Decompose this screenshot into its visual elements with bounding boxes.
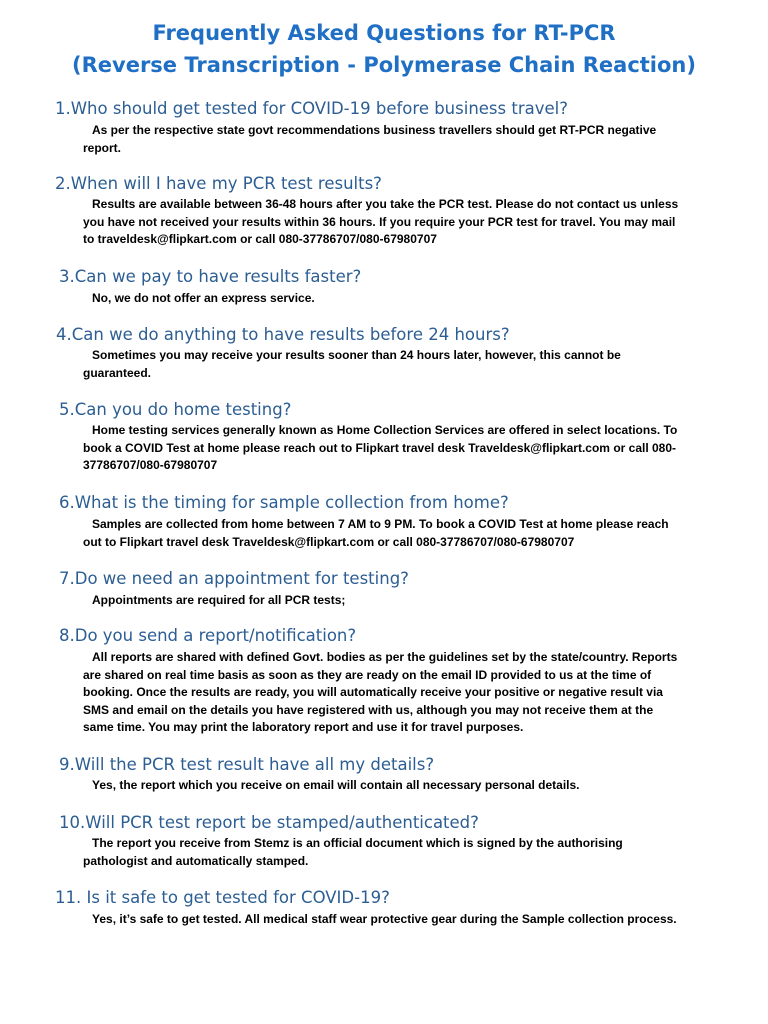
- document-title: Frequently Asked Questions for RT-PCR: [152, 21, 616, 45]
- faq-question-8: 8.Do you send a report/notification?: [59, 626, 357, 645]
- faq-answer-9: Yes, the report which you receive on email will contain all necessary personal details.: [92, 778, 580, 792]
- faq-question-6: 6.What is the timing for sample collection from home?: [59, 493, 509, 512]
- faq-answer-8: All reports are shared with defined Govt. bodies as per the guidelines set by the state/country. Reports are shared on real time basis as soon as they are ready on the email ID provided to us at the time of booking. Once the results are ready, you will automatically receive your positive or negative result via SMS and email on the details you have registered with us, although you may not receive them at the same time. You may print the laboratory report and use it for travel purposes.: [83, 650, 678, 735]
- faq-question-11: 11. Is it safe to get tested for COVID-19?: [55, 888, 390, 907]
- document-subtitle: (Reverse Transcription - Polymerase Chain Reaction): [72, 53, 696, 77]
- faq-question-2: 2.When will I have my PCR test results?: [55, 174, 382, 193]
- faq-question-10: 10.Will PCR test report be stamped/authenticated?: [59, 813, 479, 832]
- faq-answer-4: Sometimes you may receive your results sooner than 24 hours later, however, this cannot be guaranteed.: [83, 348, 621, 380]
- faq-answer-2: Results are available between 36-48 hours after you take the PCR test. Please do not contact us unless you have not received your results within 36 hours. If you require your PCR test for travel. You may mail to traveldesk@flipkart.com or call 080-37786707/080-67980707: [83, 197, 679, 247]
- faq-question-5: 5.Can you do home testing?: [59, 400, 292, 419]
- faq-answer-6: Samples are collected from home between 7 AM to 9 PM. To book a COVID Test at home please reach out to Flipkart travel desk Traveldesk@flipkart.com or call 080-37786707/080-67980707: [83, 517, 669, 549]
- faq-answer-1: As per the respective state govt recommendations business travellers should get RT-PCR negative report.: [83, 123, 657, 155]
- faq-question-1: 1.Who should get tested for COVID-19 before business travel?: [55, 99, 568, 118]
- faq-answer-3: No, we do not offer an express service.: [92, 291, 315, 305]
- faq-question-9: 9.Will the PCR test result have all my details?: [59, 755, 435, 774]
- faq-question-7: 7.Do we need an appointment for testing?: [59, 569, 409, 588]
- faq-answer-10: The report you receive from Stemz is an official document which is signed by the authorising pathologist and automatically stamped.: [83, 836, 623, 868]
- faq-answer-11: Yes, it’s safe to get tested. All medical staff wear protective gear during the Sample collection process.: [92, 912, 677, 926]
- faq-answer-5: Home testing services generally known as Home Collection Services are offered in select locations. To book a COVID Test at home please reach out to Flipkart travel desk Traveldesk@flipkart.com or call 080-37786707/080-67980707: [83, 423, 678, 473]
- faq-answer-7: Appointments are required for all PCR tests;: [92, 593, 346, 607]
- faq-question-4: 4.Can we do anything to have results before 24 hours?: [56, 325, 510, 344]
- faq-question-3: 3.Can we pay to have results faster?: [59, 267, 362, 286]
